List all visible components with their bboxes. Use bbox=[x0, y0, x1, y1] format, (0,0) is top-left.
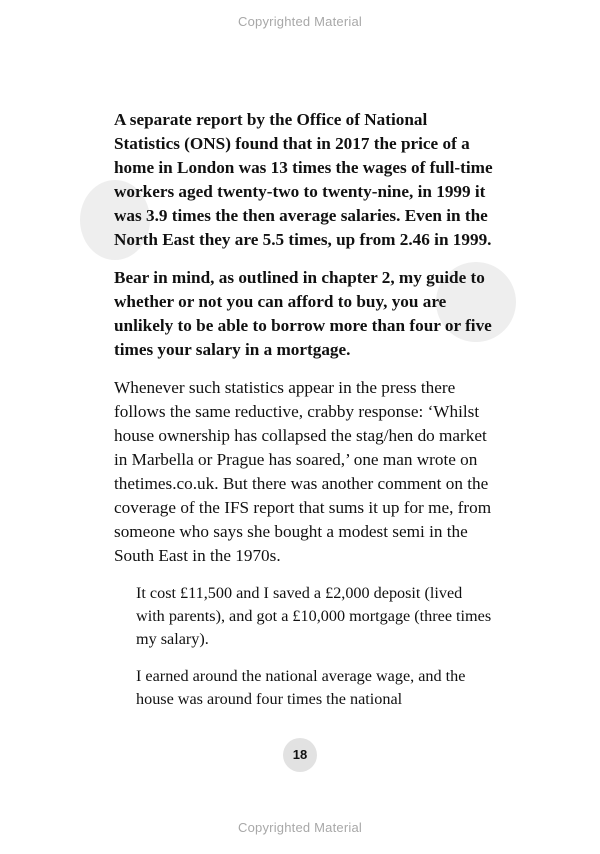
watermark-top: Copyrighted Material bbox=[238, 14, 362, 29]
watermark-bottom: Copyrighted Material bbox=[238, 820, 362, 835]
quote-house-cost: It cost £11,500 and I saved a £2,000 deposit (lived with parents), and got a £10,000 mortgage (three times my salary). bbox=[136, 584, 492, 648]
quote-average-wage: I earned around the national average wage, and the house was around four times the national bbox=[136, 667, 466, 708]
paragraph-mortgage-guide: Bear in mind, as outlined in chapter 2, my guide to whether or not you can afford to buy, you are unlikely to be able to borrow more than four or five times your salary in a mortgage. bbox=[114, 268, 492, 359]
paragraph-press-response: Whenever such statistics appear in the press there follows the same reductive, crabby response: ‘Whilst house ownership has collapsed the stag/hen do market in Marbella or Prague has soared,’ one man wrote on thetimes.co.uk. But there was another comment on the coverage of the IFS report that sums it up for me, from someone who says she bought a modest semi in the South East in the 1970s. bbox=[114, 378, 492, 565]
paragraph-ons-report: A separate report by the Office of National Statistics (ONS) found that in 2017 the price of a home in London was 13 times the wages of full-time workers aged twenty-two to twenty-nine, in 1999 it was 3.9 times the then average salaries. Even in the North East they are 5.5 times, up from 2.46 in 1999. bbox=[114, 110, 493, 249]
page-number: 18 bbox=[283, 738, 317, 772]
page-body bbox=[114, 108, 494, 725]
